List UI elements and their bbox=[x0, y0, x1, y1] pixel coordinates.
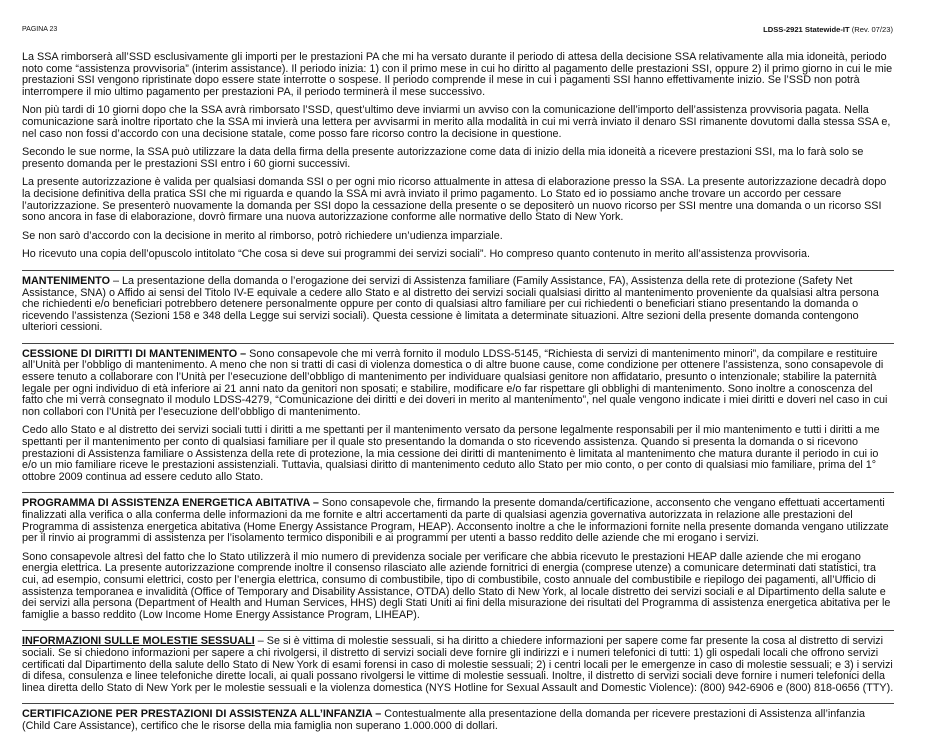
childcare-heading: CERTIFICAZIONE PER PRESTAZIONI DI ASSISTENZA ALL’INFANZIA – bbox=[22, 708, 382, 721]
interim-paragraph-3: Secondo le sue norme, la SSA può utilizzare la data della firma della presente autorizzazione come data di inizio della mia idoneità a ricevere prestazioni SSI, ma lo farà solo se presento domanda per le prestazioni SSI entro i 60 giorni successivi. bbox=[22, 146, 864, 170]
cession-section bbox=[22, 349, 894, 419]
document-body bbox=[22, 52, 894, 740]
harassment-section bbox=[22, 636, 894, 694]
interim-paragraph-6: Ho ricevuto una copia dell’opuscolo intitolato “Che cosa si deve sui programmi dei servizi sociali”. Ho compreso quanto contenuto in merito all’assistenza provvisoria. bbox=[22, 248, 810, 261]
maintenance-heading: MANTENIMENTO bbox=[22, 274, 110, 287]
interim-paragraph-2: Non più tardi di 10 giorni dopo che la SSA avrà rimborsato l’SSD, quest’ultimo deve inviarmi un avviso con la comunicazione dell’importo dell’assistenza provvisoria pagata. Nella comunicazione sarà inoltre riportato che la SSA mi invierà una lettera per avvisarmi in merito alla modalità in cui mi verrà inviato il denaro SSI rimanente dovutomi dalla stessa SSA e, nel caso non fossi d’accordo con una decisione statale, come posso fare ricorso contro la decisione in questione. bbox=[22, 104, 891, 140]
heap-section bbox=[22, 498, 894, 544]
heap-text: Sono consapevole che, firmando la presente domanda/certificazione, acconsento che vengano effettuati accertamenti finalizzati alla verifica o alla conferma delle informazioni da me fornite e altri accertamenti da parte di qualsiasi agenzia governativa autorizzata in relazione alle prestazioni del Programma di assistenza energetica abitativa (Home Energy Assistance Program, HEAP). Acconsento inoltre a che le informazioni fornite nella presente domanda vengano utilizzate per il rinvio ai programmi di assistenza per l’isolamento termico disponibili e ai programmi per utenti a basso reddito delle aziende che mi erogano i servizi. bbox=[22, 497, 889, 545]
form-identifier bbox=[763, 25, 893, 34]
section-divider bbox=[22, 492, 894, 493]
section-divider bbox=[22, 630, 894, 631]
childcare-text: Contestualmente alla presentazione della domanda per ricevere prestazioni di Assistenza all’infanzia (Child Care Assistance), certifico che le risorse della mia famiglia non superano 1.000.000 di dollari. bbox=[22, 708, 866, 732]
interim-paragraph-1: La SSA rimborserà all’SSD esclusivamente gli importi per le prestazioni PA che mi ha versato durante il periodo di attesa della decisione SSA relativamente alla mia idoneità, periodo noto come “assistenza provvisoria” (interim assistance). Il periodo inizia: 1) con il primo mese in cui ho diritto al pagamento delle prestazioni SSI, oppure 2) il primo giorno in cui le mie prestazioni SSI vengono ripristinate dopo essere state interrotte o sospese. Il periodo comprende il mese in cui i pagamenti SSI hanno effettivamente inizio. Se l’SSD non potrà interrompere il mio ultimo pagamento per prestazioni PA, il periodo terminerà il mese successivo. bbox=[22, 51, 893, 98]
interim-paragraph-5: Se non sarò d’accordo con la decisione in merito al rimborso, potrò richiedere un’udienza imparziale. bbox=[22, 229, 503, 242]
cession-heading: CESSIONE DI DIRITTI DI MANTENIMENTO – bbox=[22, 347, 247, 360]
form-revision: (Rev. 07/23) bbox=[851, 25, 893, 34]
section-divider bbox=[22, 703, 894, 704]
maintenance-section bbox=[22, 276, 894, 334]
heap-paragraph-2: Sono consapevole altresì del fatto che lo Stato utilizzerà il mio numero di previdenza sociale per verificare che abbia ricevuto le prestazioni HEAP dalle aziende che mi erogano energia elettrica. La presente autorizzazione comprende inoltre il consenso rilasciato alle aziende fornitrici di energia (comprese utenze) a comunicare determinati dati statistici, tra cui, ad esempio, consumi elettrici, costo per l’energia elettrica, consumo di combustibile, tipo di combustibile, costo annuale del combustibile e riepilogo dei pagamenti, all’Ufficio di assistenza temporanea e invalidità (Office of Temporary and Disability Assistance, OTDA) dello Stato di New York, al locale distretto dei servizi sociali e al Dipartimento della salute e dei servizi alla persona (Department of Health and Human Services, HHS) degli Stati Uniti ai fini della misurazione dei risultati del Programma di assistenza energetica abitativa per le famiglie a basso reddito (Low Income Home Energy Assistance Program, LIHEAP). bbox=[22, 550, 891, 621]
heap-heading: PROGRAMMA DI ASSISTENZA ENERGETICA ABITATIVA – bbox=[22, 497, 319, 510]
harassment-text: – Se si è vittima di molestie sessuali, si ha diritto a chiedere informazioni per sapere come far presente la cosa al distretto di servizi sociali. Se si chiedono informazioni per sapere a chi rivolgersi, il distretto di servizi sociali deve fornire gli indirizzi e i numeri telefonici di tutti: 1) gli ospedali locali che offrono servizi certificati dal Dipartimento della salute dello Stato di New York di esami forensi in caso di molestie sessuali; 2) i centri locali per le emergenze in caso di molestie sessuali; e 3) i servizi di difesa, consulenza e linee telefoniche dirette locali, ai quali possano rivolgersi le vittime di molestie sessuali. Inoltre, il distretto di servizi sociali deve fornire i numeri telefonici della linea diretta dello Stato di New York per le molestie sessuali e la violenza domestica (NYS Hotline for Sexual Assault and Domestic Violence): (800) 942-6906 e (800) 818-0656 (TTY). bbox=[22, 635, 894, 694]
section-divider bbox=[22, 270, 894, 271]
form-number: LDSS-2921 bbox=[763, 25, 803, 34]
childcare-section bbox=[22, 709, 894, 732]
interim-paragraph-4: La presente autorizzazione è valida per qualsiasi domanda SSI o per ogni mio ricorso attualmente in attesa di elaborazione presso la SSA. La presente autorizzazione decadrà dopo la decisione definitiva della pratica SSI che mi riguarda e quando la SSA mi avrà inviato il primo pagamento. Lo Stato ed io possiamo anche trovare un accordo per cessare l’autorizzazione. Se presenterò nuovamente la domanda per SSI dopo la cessazione della presente o se depositerò un nuovo ricorso per SSI mentre una domanda o un ricorso SSI sono ancora in fase di elaborazione, dovrò firmare una nuova autorizzazione conforme alle normative dello Stato di New York. bbox=[22, 176, 887, 224]
section-divider bbox=[22, 343, 894, 344]
cession-text: Sono consapevole che mi verrà fornito il modulo LDSS-5145, “Richiesta di servizi di mantenimento minori”, da compilare e restituire all’Unità per l’obbligo di mantenimento. A meno che non si tratti di casi di violenza domestica o di altre buone cause, come condizione per ottenere l’assistenza, sono consapevole di essere tenuto a collaborare con l’Unità per l’esecuzione dell’obbligo di mantenimento per individuare qualsiasi genitore non affidatario, presunto o intenzionale; stabilire la paternità legale per ogni individuo di età inferiore ai 21 anni nato da genitori non sposati; e stabilire, modificare e/o far rispettare gli obblighi di mantenimento. Sono inoltre a conoscenza del fatto che mi verrà consegnato il modulo LDSS-4279, “Comunicazione dei diritti e dei doveri in merito al mantenimento”, nel quale vengono indicate i miei diritti e doveri nel caso in cui non collabori con l’Unità per l’esecuzione dell’obbligo di mantenimento. bbox=[22, 347, 888, 418]
harassment-heading: INFORMAZIONI SULLE MOLESTIE SESSUALI bbox=[22, 635, 255, 648]
maintenance-text: – La presentazione della domanda o l’erogazione dei servizi di Assistenza familiare (Family Assistance, FA), Assistenza della rete di protezione (Safety Net Assistance, SNA) o Affido ai sensi del Titolo IV-E equivale a cedere allo Stato e al distretto dei servizi sociali qualsiasi diritto al mantenimento proveniente da qualsiasi altra persona che richiedenti e/o beneficiari potrebbero detenere personalmente oppure per conto di qualsiasi altro familiare per cui richiedenti o beneficiari stiano presentando la domanda o ricevendo l’assistenza (Sezioni 158 e 348 della Legge sui servizi sociali). Questa cessione è limitata a determinate situazioni. Altre sezioni della presente domanda contengono ulteriori cessioni. bbox=[22, 274, 879, 334]
form-scope: Statewide-IT bbox=[804, 25, 850, 34]
cession-paragraph-2: Cedo allo Stato e al distretto dei servizi sociali tutti i diritti a me spettanti per il mantenimento versato da persone legalmente responsabili per il mio mantenimento e tutti i diritti a me spettanti per il mantenimento per conto di qualsiasi familiare per il quale sto presentando la domanda o sto ricevendo assistenza. Quando si presenta la domanda o si ricevono prestazioni di Assistenza familiare o Assistenza della rete di protezione, la mia cessione dei diritti di mantenimento è limitata al mantenimento che matura durante il periodo in cui io e/o un mio familiare riceve le prestazioni assistenziali. Tuttavia, qualsiasi diritto di mantenimento ceduto allo Stato per mio conto, o per conto di qualsiasi mio familiare, prima del 1° ottobre 2009 continua ad essere ceduto allo Stato. bbox=[22, 424, 880, 483]
page-number: PAGINA 23 bbox=[22, 26, 58, 33]
